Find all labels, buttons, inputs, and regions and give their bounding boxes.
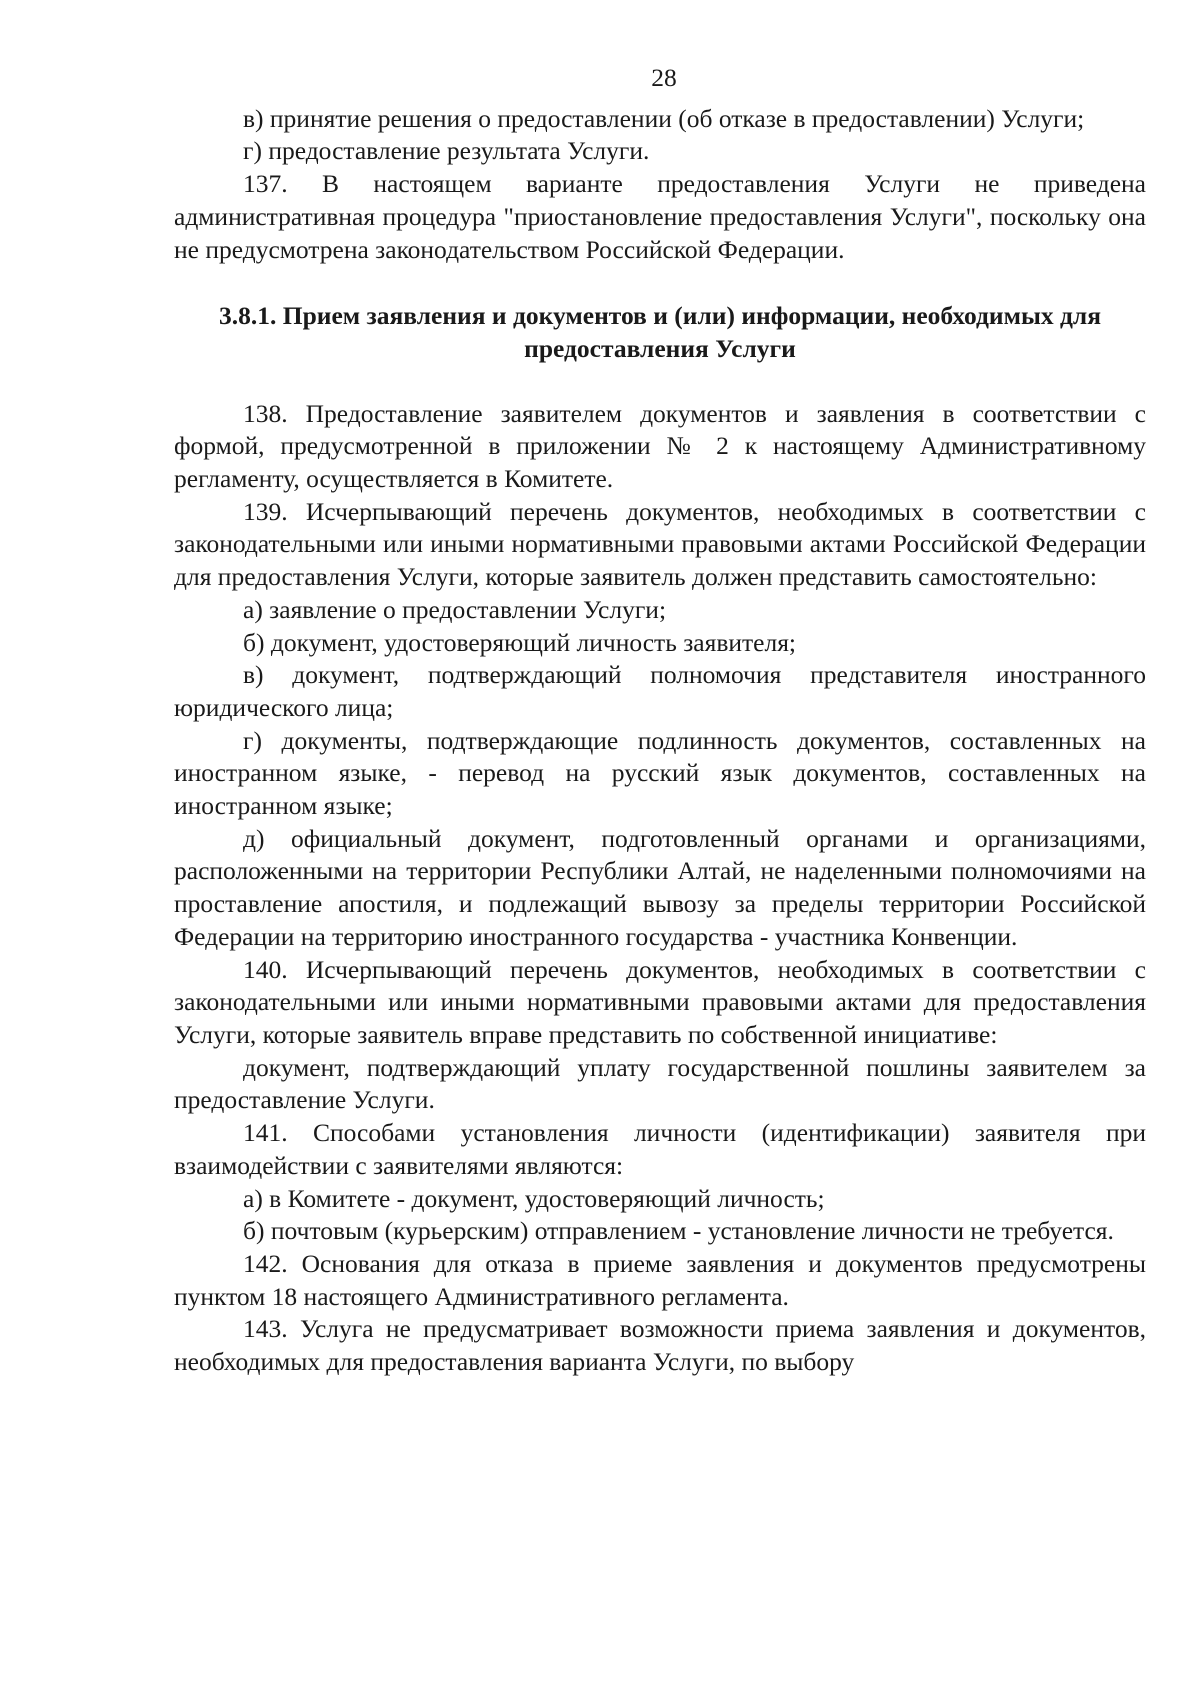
paragraph-139-g: г) документы, подтверждающие подлинность документов, составленных на иностранном языке, - перевод на русский язык документов, составленных на иностранном языке; <box>174 725 1146 821</box>
paragraph-item-g-result: г) предоставление результата Услуги. <box>243 136 650 166</box>
document-page <box>174 62 1146 1379</box>
paragraph-140-document: документ, подтверждающий уплату государственной пошлины заявителем за предоставление Услуги. <box>174 1052 1146 1115</box>
page-number: 28 <box>651 63 677 92</box>
paragraph-141-b: б) почтовым (курьерским) отправлением - установление личности не требуется. <box>243 1216 1114 1246</box>
paragraph-138: 138. Предоставление заявителем документов и заявления в соответствии с формой, предусмотренной в приложении № 2 к настоящему Административному регламенту, осуществляется в Комитете. <box>174 398 1146 494</box>
paragraph-139-d: д) официальный документ, подготовленный органами и организациями, расположенными на территории Республики Алтай, не наделенными полномочиями на проставление апостиля, и подлежащий вывозу за пределы территории Российской Федерации на территорию иностранного государства - участника Конвенции. <box>174 823 1146 951</box>
paragraph-item-v-decision: в) принятие решения о предоставлении (об отказе в предоставлении) Услуги; <box>243 103 1085 133</box>
paragraph-137: 137. В настоящем варианте предоставления Услуги не приведена административная процедура "приостановление предоставления Услуги", поскольку она не предусмотрена законодательством Российской Федерации. <box>174 169 1146 264</box>
paragraph-139-b: б) документ, удостоверяющий личность заявителя; <box>243 627 797 657</box>
paragraph-140: 140. Исчерпывающий перечень документов, необходимых в соответствии с законодательными или иными нормативными правовыми актами для предоставления Услуги, которые заявитель вправе представить по собственной инициативе: <box>174 954 1146 1049</box>
paragraph-139-a: а) заявление о предоставлении Услуги; <box>243 594 667 624</box>
paragraph-139: 139. Исчерпывающий перечень документов, необходимых в соответствии с законодательными или иными нормативными правовыми актами Российской Федерации для предоставления Услуги, которые заявитель должен представить самостоятельно: <box>174 496 1146 592</box>
section-heading: 3.8.1. Прием заявления и документов и (или) информации, необходимых для предоставления Услуги <box>218 301 1102 363</box>
paragraph-141-a: а) в Комитете - документ, удостоверяющий личность; <box>243 1183 825 1213</box>
paragraph-141: 141. Способами установления личности (идентификации) заявителя при взаимодействии с заявителями являются: <box>174 1118 1146 1180</box>
paragraph-143: 143. Услуга не предусматривает возможности приема заявления и документов, необходимых для предоставления варианта Услуги, по выбору <box>174 1314 1146 1377</box>
paragraph-139-v: в) документ, подтверждающий полномочия представителя иностранного юридического лица; <box>174 660 1146 722</box>
paragraph-142: 142. Основания для отказа в приеме заявления и документов предусмотрены пунктом 18 настоящего Административного регламента. <box>174 1248 1146 1311</box>
